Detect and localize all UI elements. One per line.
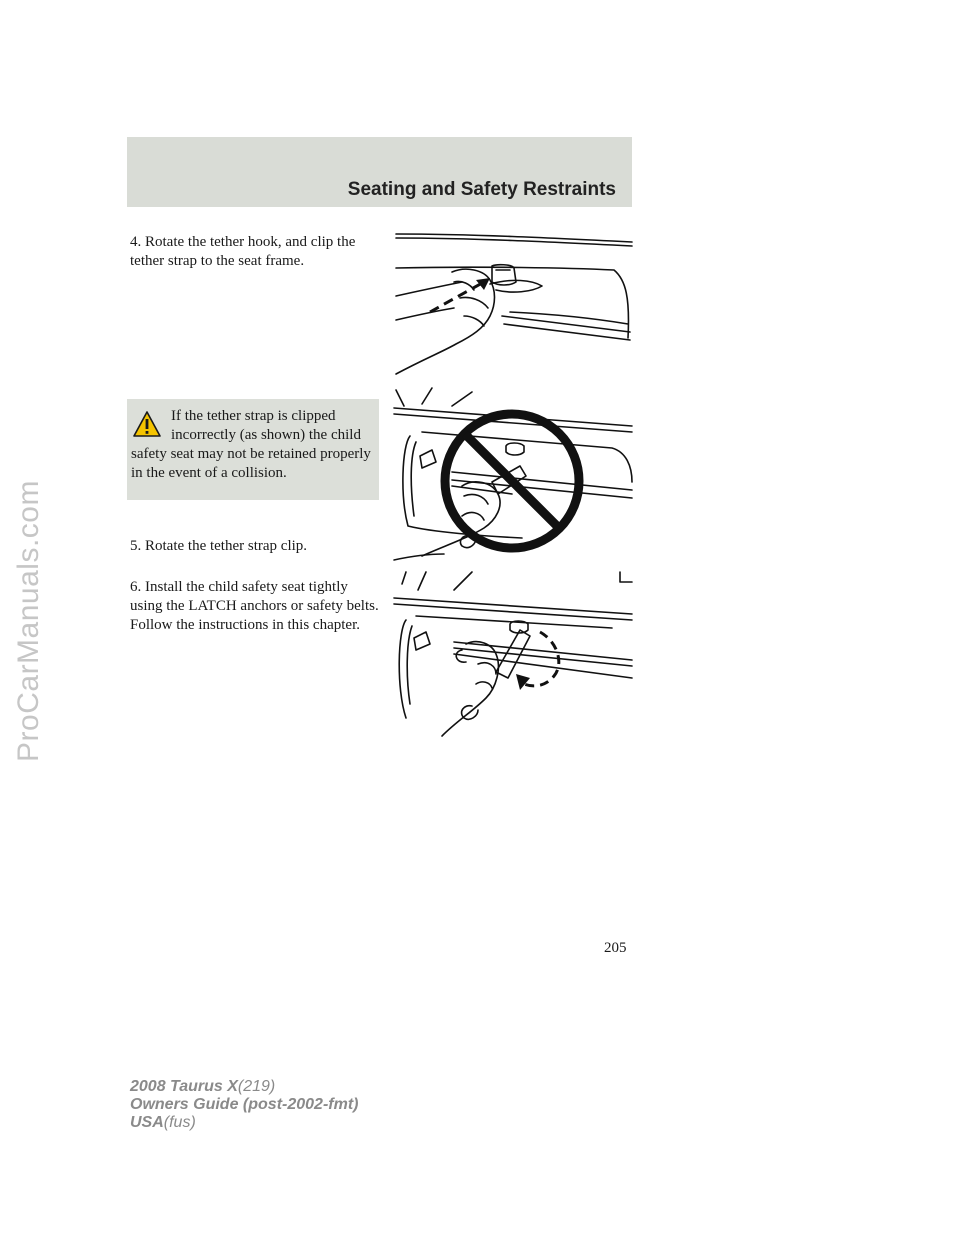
document-footer xyxy=(130,1078,358,1132)
step-6-text: 6. Install the child safety seat tightly using the LATCH anchors or safety belts. Follow the instructions in this chapter. xyxy=(130,579,379,633)
page-number: 205 xyxy=(604,940,627,956)
section-title: Seating and Safety Restraints xyxy=(347,179,616,200)
incorrect-tether-clip-illustration xyxy=(392,386,634,566)
watermark-text: ProCarManuals.com xyxy=(12,480,45,762)
watermark xyxy=(4,0,54,1242)
step-4-text: 4. Rotate the tether hook, and clip the tether strap to the seat frame. xyxy=(130,234,356,269)
footer-line-3: USA(fus) xyxy=(130,1114,196,1131)
section-header xyxy=(127,137,632,207)
tether-strap-clip-rotate-illustration xyxy=(392,568,634,738)
footer-line-1: 2008 Taurus X(219) xyxy=(130,1078,276,1095)
warning-box xyxy=(127,399,379,500)
tether-hook-clip-illustration xyxy=(392,228,634,378)
step-5-text: 5. Rotate the tether strap clip. xyxy=(130,538,308,554)
warning-text: If the tether strap is clipped incorrectly (as shown) the child safety seat may not be retained properly in the event of a collision. xyxy=(131,408,371,481)
footer-line-2: Owners Guide (post-2002-fmt) xyxy=(130,1096,359,1113)
